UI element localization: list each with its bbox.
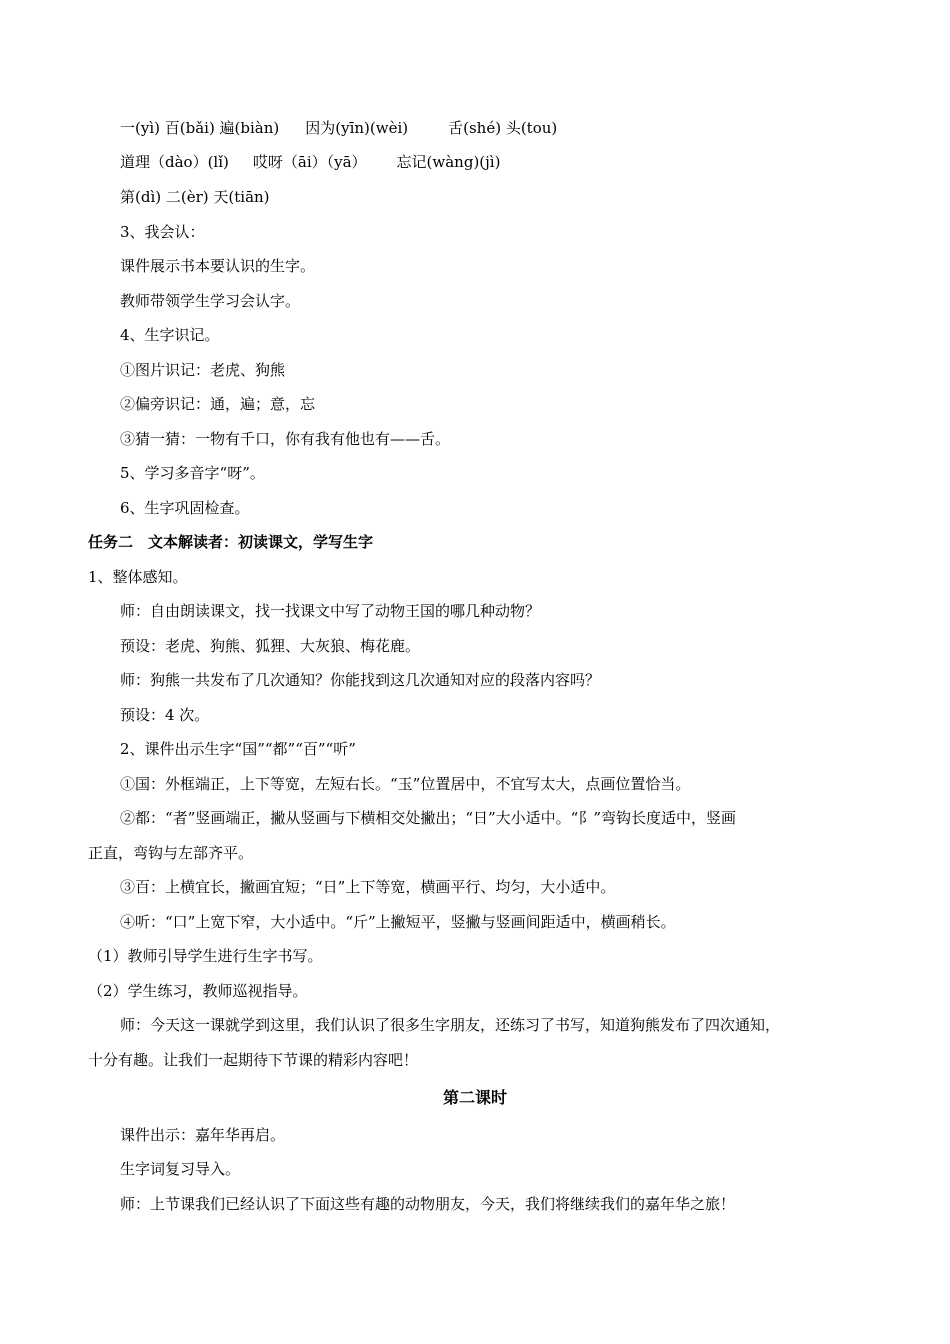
task2-question-1: 师：自由朗读课文，找一找课文中写了动物王国的哪几种动物？: [120, 602, 541, 620]
char-du-guide-line-1: ②都：“者”竖画端正，撇从竖画与下横相交处撇出；“日”大小适中。“阝”弯钩长度适中，竖画: [120, 809, 737, 827]
task2-chars-title: 2、课件出示生字“国”“都”“百”“听”: [120, 740, 356, 758]
pinyin-row-2: [120, 152, 500, 172]
task2-answer-2: 预设：4 次。: [120, 706, 210, 724]
writing-step-1: （1）教师引导学生进行生字书写。: [88, 947, 323, 965]
char-du-guide-line-2: 正直，弯钩与左部齐平。: [88, 844, 254, 862]
char-guo-guide: ①国：外框端正，上下等宽，左短右长。“玉”位置居中，不宜写太大，点画位置恰当。: [120, 775, 691, 793]
pinyin-shetou: 舌(shé) 头(tou): [448, 119, 558, 137]
summary-line-1: 师：今天这一课就学到这里，我们认识了很多生字朋友，还练习了书写，知道狗熊发布了四次通知，: [120, 1016, 781, 1034]
memory-item-radical: ②偏旁识记：通，遍；意，忘: [120, 395, 316, 413]
task2-question-2: 师：狗熊一共发布了几次通知？你能找到这几次通知对应的段落内容吗？: [120, 671, 601, 689]
char-ting-guide: ④听：“口”上宽下窄，大小适中。“斤”上撇短平，竖撇与竖画间距适中，横画稍长。: [120, 913, 676, 931]
lesson2-paragraph-3: 师：上节课我们已经认识了下面这些有趣的动物朋友，今天，我们将继续我们的嘉年华之旅！: [120, 1195, 736, 1213]
lesson2-paragraph-1: 课件出示：嘉年华再启。: [120, 1126, 286, 1144]
section-recognize-title: 3、我会认：: [120, 223, 205, 241]
section-memory-title: 4、生字识记。: [120, 326, 220, 344]
lesson2-paragraph-2: 生字词复习导入。: [120, 1160, 241, 1178]
lesson2-heading: 第二课时: [442, 1088, 507, 1107]
writing-step-2: （2）学生练习，教师巡视指导。: [88, 982, 308, 1000]
pinyin-yinwei: 因为(yīn)(wèi): [305, 119, 409, 137]
memory-item-picture: ①图片识记：老虎、狗熊: [120, 361, 286, 379]
pinyin-wangji: 忘记(wàng)(jì): [396, 153, 501, 171]
item-consolidate: 6、生字巩固检查。: [120, 499, 250, 517]
summary-line-2: 十分有趣。让我们一起期待下节课的精彩内容吧！: [88, 1051, 419, 1069]
task2-overview: 1、整体感知。: [88, 568, 188, 586]
pinyin-aiya: 哎呀（āi）（yā）: [252, 153, 367, 171]
memory-item-riddle: ③猜一猜：一物有千口，你有我有他也有——舌。: [120, 430, 451, 448]
pinyin-daoli: 道理（dào）(lǐ): [120, 153, 229, 171]
item-polyphone: 5、学习多音字“呀”。: [120, 464, 265, 482]
char-bai-guide: ③百：上横宜长，撇画宜短；“日”上下等宽，横画平行、均匀，大小适中。: [120, 878, 616, 896]
task2-heading: 任务二 文本解读者：初读课文，学写生字: [88, 533, 374, 551]
recognize-paragraph-1: 课件展示书本要认识的生字。: [120, 257, 316, 275]
pinyin-row-1: [120, 118, 557, 138]
recognize-paragraph-2: 教师带领学生学习会认字。: [120, 292, 301, 310]
task2-answer-1: 预设：老虎、狗熊、狐狸、大灰狼、梅花鹿。: [120, 637, 421, 655]
pinyin-yibaibian: 一(yì) 百(bǎi) 遍(biàn): [120, 119, 280, 137]
pinyin-row-3: 第(dì) 二(èr) 天(tiān): [120, 188, 270, 206]
